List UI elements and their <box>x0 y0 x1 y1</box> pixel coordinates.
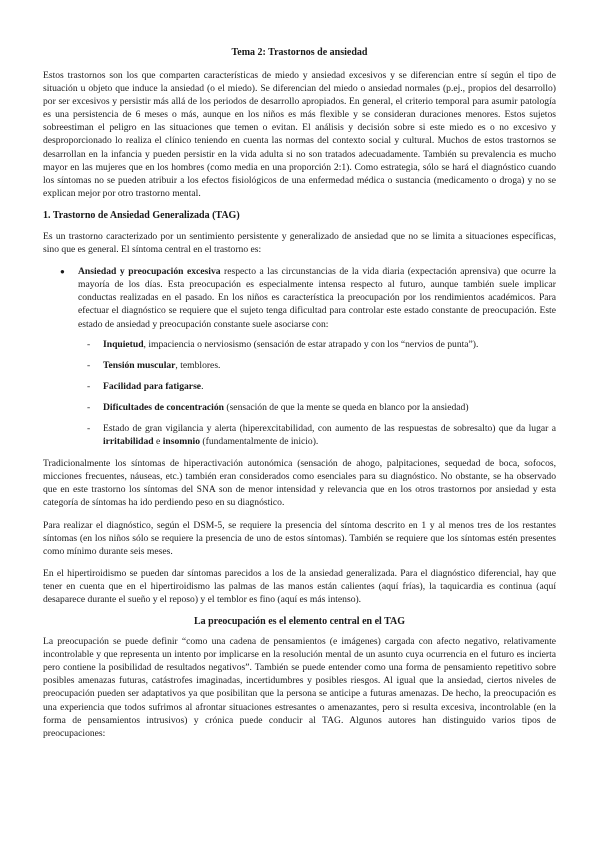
symptom-text: , impaciencia o nerviosismo (sensación de estar atrapado y con los “nervios de punta”). <box>143 338 479 350</box>
intro-paragraph: Estos trastornos son los que comparten características de miedo y ansiedad excesivos y se diferencian entre sí según el tipo de situación u objeto que induce la ansiedad (o el miedo). Se diferencian del miedo o ansiedad normales (p.ej., propios del desarrollo) por ser excesivos y persistir más allá de los periodos de desarrollo apropiados. En general, el criterio temporal para asumir patología es una persistencia de 6 meses o más, aunque en los niños es más flexible y se consideran duraciones menores. Estos sujetos sobreestiman el peligro en las situaciones que temen o evitan. El análisis y decisión sobre si este miedo es o no excesivo y desproporcionado lo realiza el clínico teniendo en cuenta las normas del contexto social y cultural. Muchos de estos trastornos se desarrollan en la infancia y pueden persistir en la vida adulta si no son tratados adecuadamente. También su prevalencia es mucho mayor en las mujeres que en los hombres (como media en una proporción 2:1). Como estrategia, sólo se hará el diagnóstico cuando los síntomas no se pueden atribuir a los efectos fisiológicos de una enfermedad médica o sustancia (medicamento o droga) y no se explican mejor por otro trastorno mental. <box>43 70 556 199</box>
symptom-text: . <box>201 380 204 392</box>
dash-icon: - <box>87 380 91 392</box>
symptom-text: Estado de gran vigilancia y alerta (hiperexcitabilidad, con aumento de las respuestas de sobresalto) que da lugar a <box>103 422 556 434</box>
symptom-bold: irritabilidad <box>103 436 154 448</box>
section-heading-worry: La preocupación es el elemento central en el TAG <box>193 616 406 628</box>
symptom-item <box>78 380 556 393</box>
core-symptom-text: respecto a las circunstancias de la vida diaria (expectación aprensiva) que ocurre la mayoría de los días. Esta preocupación es especialmente intensa respecto al futuro, aunque también suele implicar conductas realizadas en el pasado. En los niños es característica la preocupación por los rendimientos académicos. Para efectuar el diagnóstico se requiere que el sujeto tenga dificultad para controlar este estado constante de preocupación. Este estado de ansiedad y preocupación constante suele asociarse con: <box>78 266 556 330</box>
symptom-item <box>78 359 556 372</box>
symptom-text: e <box>153 436 163 448</box>
symptom-bold: Dificultades de concentración <box>103 401 224 413</box>
symptom-item <box>78 422 556 448</box>
associated-symptom-list <box>78 338 556 449</box>
dsm-paragraph: Para realizar el diagnóstico, según el DSM-5, se requiere la presencia del síntoma descrito en 1 y al menos tres de los restantes síntomas (en los niños sólo se requiere la presencia de uno de estos síntomas). También se requiere que los síntomas estén presentes como mínimo durante seis meses. <box>43 519 556 557</box>
dash-icon: - <box>87 422 91 434</box>
dash-icon: - <box>87 401 91 413</box>
symptom-bold: Facilidad para fatigarse <box>103 380 202 392</box>
symptom-bold: Inquietud <box>103 338 144 350</box>
symptom-text: (fundamentalmente de inicio). <box>200 436 319 448</box>
symptom-bold: insomnio <box>162 436 201 448</box>
autonomic-paragraph: Tradicionalmente los síntomas de hiperactivación autonómica (sensación de ahogo, palpitaciones, sequedad de boca, sofocos, micciones frecuentes, náuseas, etc.) también eran considerados como esenciales para su diagnóstico. No obstante, se ha observado que en este trastorno los síntomas del SNA son de menor intensidad y relevancia que en los otros trastornos por ansiedad y esta categoría de síntomas ha ido perdiendo peso en su diagnóstico. <box>43 458 556 509</box>
symptom-item <box>78 401 556 414</box>
document-title: Tema 2: Trastornos de ansiedad <box>231 47 368 58</box>
dash-icon: - <box>87 359 91 371</box>
symptom-text: (sensación de que la mente se queda en blanco por la ansiedad) <box>223 401 469 413</box>
section-heading-tag: 1. Trastorno de Ansiedad Generalizada (TAG) <box>43 209 240 221</box>
hyperthyroidism-paragraph: En el hipertiroidismo se pueden dar síntomas parecidos a los de la ansiedad generalizada. Para el diagnóstico diferencial, hay que tener en cuenta que en el hipertiroidismo las palmas de las manos están calientes (aquí frías), la taquicardia es continua (aquí desaparece durante el sueño y el reposo) y el temblor es fino (aquí es más intenso). <box>43 567 556 605</box>
symptom-text: , temblores. <box>175 359 221 371</box>
core-symptom-item <box>43 265 556 448</box>
bullet-icon: ● <box>60 267 65 277</box>
symptom-item <box>78 338 556 351</box>
symptom-bold: Tensión muscular <box>103 359 176 371</box>
core-symptom-list <box>43 265 556 448</box>
core-symptom-bold: Ansiedad y preocupación excesiva <box>78 266 221 278</box>
worry-paragraph: La preocupación se puede definir “como una cadena de pensamientos (e imágenes) cargada con afecto negativo, relativamente incontrolable y que representa un intento por implicarse en la resolución mental de un asunto cuya ocurrencia en el futuro es incierta pero contiene la posibilidad de resultados negativos”. También se puede entender como una forma de pensamiento repetitivo sobre posibles amenazas futuras, catástrofes imaginadas, incertidumbres y posibles riesgos. Al igual que la ansiedad, ciertos niveles de preocupación pueden ser adaptativos ya que posibilitan que la persona se anticipe a futuras amenazas. De hecho, la preocupación es una experiencia que todos sufrimos al afrontar situaciones estresantes o amenazantes, pero si resulta excesiva, incontrolable (en la forma de pensamientos intrusivos) y crónica puede conducir al TAG. Algunos autores han distinguido varios tipos de preocupaciones: <box>43 636 556 739</box>
dash-icon: - <box>87 338 91 350</box>
tag-intro-paragraph: Es un trastorno caracterizado por un sentimiento persistente y generalizado de ansiedad que no se limita a situaciones específicas, sino que es general. El síntoma central en el trastorno es: <box>43 230 556 256</box>
